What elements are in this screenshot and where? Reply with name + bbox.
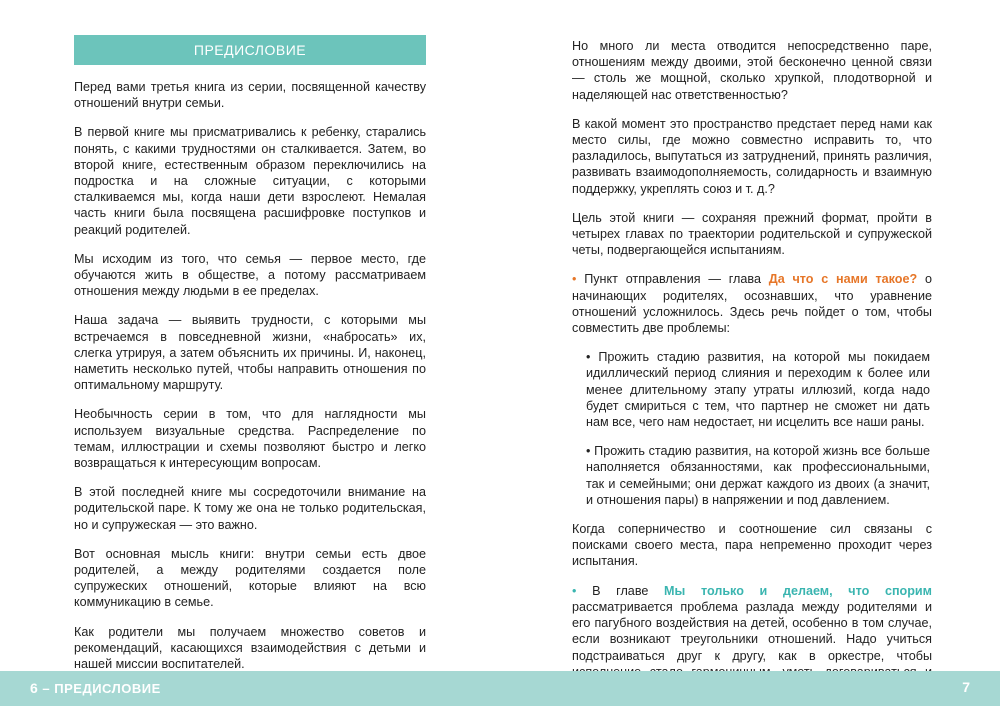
sub-bullet-paragraph: • Прожить стадию развития, на которой мы покидаем идиллический период слияния и переходим к более или менее длительному этапу утраты иллюзий, когда надо будет смириться с тем, что партнер не сможет ни дать нам все, чего нам недостает, ни исцелить все наши раны. (586, 350, 930, 430)
text-span: В главе (576, 583, 665, 598)
chapter-title-highlight: Да что с нами такое? (768, 272, 918, 287)
page-number-left: 6 (30, 680, 39, 696)
paragraph: В какой момент это пространство предстает перед нами как место силы, где можно совместно исправить то, что разладилось, выпутаться из затруднений, принять различия, развивать взаимодополняемость, солидарность и взаимную поддержку, укреплять союз и т. д.? (572, 116, 932, 196)
paragraph: Но много ли места отводится непосредственно паре, отношениям между двоими, этой бесконечно ценной связи — столь же мощной, сколько хрупкой, плодотворной и наделяющей нас ответственностью? (572, 39, 932, 102)
bullet-icon: • (572, 272, 577, 287)
paragraph: Мы исходим из того, что семья — первое место, где обучаются жить в обществе, а потому рассматриваем отношения между людьми в ее пределах. (74, 251, 426, 299)
paragraph: Необычность серии в том, что для наглядности мы используем визуальные средства. Распределение по темам, иллюстрации и схемы позволяют быстро и легко возвращаться к интересующим вопросам. (74, 407, 426, 471)
page-footer (0, 671, 1000, 706)
text-span: о начинающих родителях, осознавших, что уравнение отношений усложнилось. Здесь речь пойдет о том, чтобы совместить две проблемы: (572, 272, 932, 336)
paragraph: Перед вами третья книга из серии, посвященной качеству отношений внутри семьи. (74, 80, 426, 111)
right-page-column (572, 38, 932, 709)
paragraph: В этой последней книге мы сосредоточили внимание на родительской паре. К тому же она не только родительская, но и супружеская — это важно. (74, 485, 426, 532)
footer-separator: – (38, 681, 55, 696)
section-banner: ПРЕДИСЛОВИЕ (74, 35, 426, 65)
footer-section-label: ПРЕДИСЛОВИЕ (54, 681, 161, 696)
paragraph: Цель этой книги — сохраняя прежний формат, пройти в четырех главах по траектории родительской и супружеской четы, подвергающейся испытаниям. (572, 210, 932, 258)
left-page-column (74, 35, 426, 685)
paragraph: Когда соперничество и соотношение сил связаны с поисками своего места, пара непременно проходит через испытания. (572, 522, 932, 569)
bullet-icon: • (572, 583, 577, 598)
paragraph: Наша задача — выявить трудности, с которыми мы встречаемся в повседневной жизни, «набросать» их, слегка утрируя, а затем объяснить их причины. И, наконец, наметить несколько путей, чтобы направить отношения по оптимальному маршруту. (74, 313, 426, 393)
chapter-bullet-paragraph (572, 271, 932, 336)
paragraph: В первой книге мы присматривались к ребенку, старались понять, с какими трудностями он сталкивается. Затем, во второй книге, естественным образом переключились на подростка и на сложные ситуации, с которыми сталкиваемся мы, когда наши дети взрослеют. Немалая часть книги была посвящена расшифровке поступков и реакций родителей. (74, 125, 426, 237)
chapter-title-highlight: Мы только и делаем, что спорим (664, 583, 932, 598)
text-span: Пункт отправления — глава (576, 272, 769, 287)
sub-bullet-paragraph: • Прожить стадию развития, на которой жизнь все больше наполняется обязанностями, как профессиональными, так и семейными; они держат каждого из двоих (а значит, и отношения пары) в напряжении и под давлением. (586, 444, 930, 507)
paragraph: Вот основная мысль книги: внутри семьи есть двое родителей, а между родителями создается поле супружеских отношений, которые влияют на всю коммуникацию в семье. (74, 546, 426, 610)
paragraph: Как родители мы получаем множество советов и рекомендаций, касающихся взаимодействия с детьми и нашей миссии воспитателей. (74, 624, 426, 672)
left-page-footer (30, 680, 161, 696)
text-span: рассматривается проблема разлада между родителями и его пагубного воздействия на детей, особенно в том случае, если возникают треугольники отношений. Надо учиться подстраиваться друг к другу, как в оркестре, чтобы (572, 599, 932, 663)
page-number-right: 7 (962, 679, 970, 695)
